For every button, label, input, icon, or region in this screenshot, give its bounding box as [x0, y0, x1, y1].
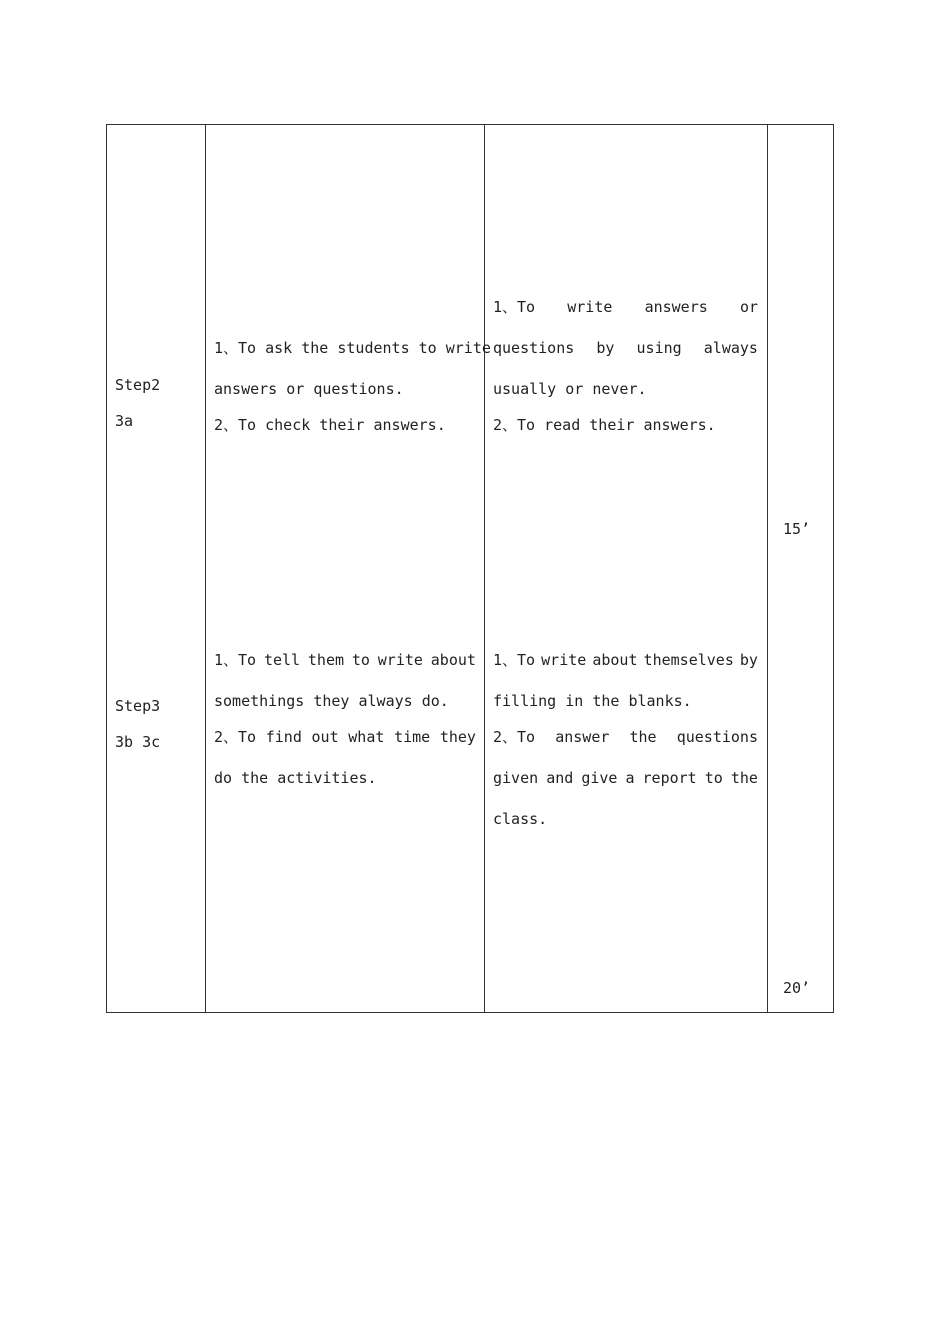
teacher-activity-line: 2、To check their answers.	[214, 416, 446, 434]
word: give	[581, 769, 618, 787]
word: to	[351, 651, 370, 669]
student-activity-line: filling in the blanks.	[493, 692, 692, 710]
time-allocation: 15’	[783, 520, 811, 538]
word: what	[348, 728, 385, 746]
student-activity-line: 2、To read their answers.	[493, 416, 716, 434]
teacher-activity-line	[214, 651, 476, 669]
step-label: Step3	[115, 697, 161, 715]
word: write	[567, 298, 613, 316]
teacher-activity-line	[214, 728, 476, 746]
column-divider	[767, 125, 768, 1012]
word: 1、To	[493, 298, 536, 316]
word: or	[739, 298, 758, 316]
time-allocation: 20’	[783, 979, 811, 997]
student-activity-line	[493, 298, 758, 316]
word: by	[596, 339, 615, 357]
word: using	[636, 339, 682, 357]
word: time	[394, 728, 431, 746]
student-activity-line	[493, 651, 758, 669]
word: 2、To	[214, 728, 257, 746]
student-activity-line: usually or never.	[493, 380, 647, 398]
word: a	[625, 769, 635, 787]
teacher-activity-line: 1、To ask the students to write	[214, 339, 491, 357]
word: questions	[676, 728, 758, 746]
word: to	[704, 769, 723, 787]
word: write	[377, 651, 423, 669]
step-part: 3b 3c	[115, 733, 161, 751]
step-label: Step2	[115, 376, 161, 394]
student-activity-line	[493, 728, 758, 746]
word: write	[541, 651, 587, 669]
lesson-plan-table	[106, 124, 834, 1013]
student-activity-line	[493, 339, 758, 357]
teacher-activity-line: do the activities.	[214, 769, 377, 787]
teacher-activity-line: answers or questions.	[214, 380, 404, 398]
word: report	[642, 769, 697, 787]
word: answer	[555, 728, 610, 746]
word: find	[265, 728, 302, 746]
word: the	[730, 769, 758, 787]
word: they	[439, 728, 476, 746]
word: given	[493, 769, 539, 787]
word: out	[311, 728, 339, 746]
word: 1、To	[214, 651, 257, 669]
column-divider	[205, 125, 206, 1012]
step-part: 3a	[115, 412, 134, 430]
teacher-activity-line: somethings they always do.	[214, 692, 449, 710]
word: about	[430, 651, 476, 669]
word: by	[739, 651, 758, 669]
word: questions	[493, 339, 575, 357]
word: 2、To	[493, 728, 536, 746]
column-divider	[484, 125, 485, 1012]
word: and	[546, 769, 574, 787]
word: tell	[263, 651, 301, 669]
word: the	[629, 728, 657, 746]
word: them	[307, 651, 345, 669]
word: about	[592, 651, 638, 669]
student-activity-line	[493, 769, 758, 787]
word: answers	[644, 298, 708, 316]
word: 1、To	[493, 651, 536, 669]
word: always	[703, 339, 758, 357]
student-activity-line: class.	[493, 810, 548, 828]
word: themselves	[643, 651, 734, 669]
